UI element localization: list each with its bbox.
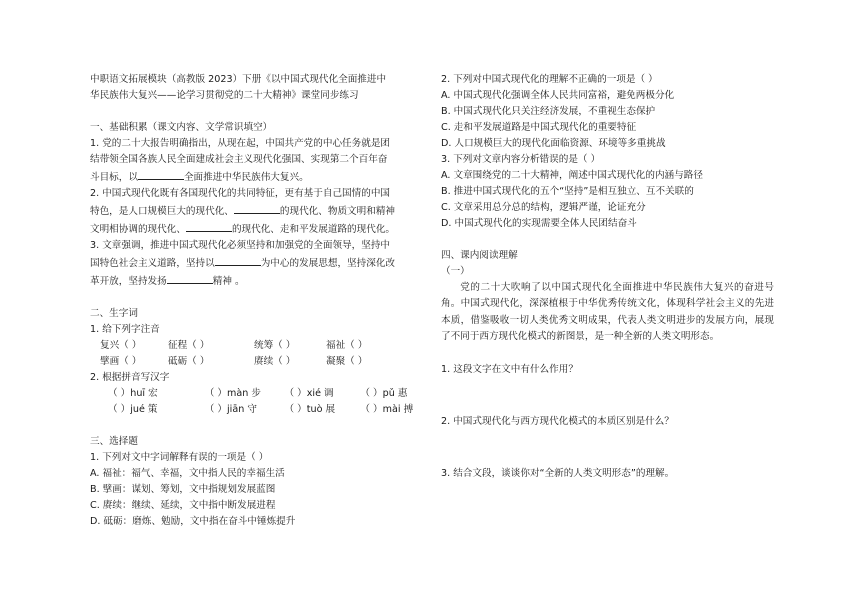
fill-blank[interactable]: [186, 220, 232, 232]
reading-passage: 党的二十大吹响了以中国式现代化全面推进中华民族伟大复兴的奋进号角。中国式现代化，深深植根于中华优秀传统文化，体现科学社会主义的先进本质，借鉴吸收一切人类优秀文明成果，代表人类文明进步的发展方向，展现了不同于西方现代化模式的新图景，是一种全新的人类文明形态。: [441, 282, 774, 343]
pinyin-item[interactable]: （ ）huī 宏: [108, 388, 158, 399]
phonetic-row-2: [90, 354, 423, 370]
choice-option-d[interactable]: D. 中国式现代化的实现需要全体人民团结奋斗: [441, 218, 637, 229]
choice-option-a[interactable]: A. 福祉：福气、幸福，文中指人民的幸福生活: [90, 468, 285, 479]
choice-option-c[interactable]: C. 文章采用总分总的结构，逻辑严谨，论证充分: [441, 202, 646, 213]
section4-heading: 四、课内阅读理解: [441, 250, 518, 261]
section1-heading: 一、基础积累（课文内容、文学常识填空）: [90, 122, 273, 133]
pinyin-item[interactable]: （ ）tuò 展: [284, 404, 336, 415]
phonetic-item[interactable]: 擘画（ ）: [100, 356, 142, 367]
phonetic-item[interactable]: 赓续（ ）: [254, 356, 296, 367]
s2-sub2: 2. 根据拼音写汉字: [90, 372, 170, 383]
s2-sub1: 1. 给下列字注音: [90, 324, 160, 335]
s1-q1-line1: 1. 党的二十大报告明确指出，从现在起，中国共产党的中心任务就是团: [90, 138, 391, 149]
answer-space[interactable]: [441, 378, 774, 414]
s1-q2-line3: 文明相协调的现代化、 的现代化、走和平发展道路的现代化。: [90, 220, 423, 238]
worksheet-title-line-2: 华民族伟大复兴——论学习贯彻党的二十大精神》课堂同步练习: [90, 90, 359, 101]
fill-blank[interactable]: [167, 272, 213, 284]
s1-q2-line1: 2. 中国式现代化既有各国现代化的共同特征，更有基于自己国情的中国: [90, 188, 391, 199]
s1-q3-line3: 革开放，坚持发扬 精神 。: [90, 272, 423, 290]
pinyin-item[interactable]: （ ）xié 调: [284, 388, 334, 399]
phonetic-item[interactable]: 福祉（ ）: [326, 340, 368, 351]
section3-heading: 三、选择题: [90, 436, 138, 447]
choice-option-c[interactable]: C. 走和平发展道路是中国式现代化的重要特征: [441, 122, 637, 133]
fill-blank[interactable]: [215, 254, 261, 266]
phonetic-item[interactable]: 征程（ ）: [168, 340, 210, 351]
s1-q2-line2: 特色，是人口规模巨大的现代化、 的现代化、物质文明和精神: [90, 202, 423, 220]
choice-option-a[interactable]: A. 中国式现代化强调全体人民共同富裕，避免两极分化: [441, 90, 675, 101]
left-column: [90, 72, 423, 530]
s1-q1-line3: 斗目标，以 全面推进中华民族伟大复兴。: [90, 168, 423, 186]
right-column: [441, 72, 774, 512]
pinyin-item[interactable]: （ ）jiān 守: [204, 404, 257, 415]
choice-option-b[interactable]: B. 中国式现代化只关注经济发展，不重视生态保护: [441, 106, 656, 117]
pinyin-item[interactable]: （ ）mài 搏: [360, 404, 414, 415]
s1-q3-line2: 国特色社会主义道路，坚持以 为中心的发展思想，坚持深化改: [90, 254, 423, 272]
pinyin-row-2: [90, 402, 423, 418]
s1-q1-line2: 结带领全国各族人民全面建成社会主义现代化强国、实现第二个百年奋: [90, 154, 388, 165]
choice-option-d[interactable]: D. 人口规模巨大的现代化面临资源、环境等多重挑战: [441, 138, 666, 149]
pinyin-item[interactable]: （ ）jué 策: [108, 404, 158, 415]
choice-option-a[interactable]: A. 文章围绕党的二十大精神，阐述中国式现代化的内涵与路径: [441, 170, 703, 181]
fill-blank[interactable]: [138, 168, 184, 180]
phonetic-item[interactable]: 复兴（ ）: [100, 340, 142, 351]
reading-question-3: 3. 结合文段，谈谈你对“全新的人类文明形态”的理解。: [441, 467, 675, 479]
pinyin-row-1: [90, 386, 423, 402]
choice-option-c[interactable]: C. 赓续：继续、延续，文中指中断发展进程: [90, 500, 276, 511]
reading-question-1: 1. 这段文字在文中有什么作用？: [441, 363, 578, 375]
pinyin-item[interactable]: （ ）pǔ 惠: [360, 388, 408, 399]
phonetic-item[interactable]: 凝聚（ ）: [326, 356, 368, 367]
phonetic-row-1: [90, 338, 423, 354]
s3-q1: 1. 下列对文中字词解释有误的一项是（ ）: [90, 452, 269, 463]
s3-q2: 2. 下列对中国式现代化的理解不正确的一项是（ ）: [441, 74, 658, 85]
pinyin-item[interactable]: （ ）màn 步: [204, 388, 261, 399]
choice-option-b[interactable]: B. 擘画：谋划、筹划，文中指规划发展蓝图: [90, 484, 276, 495]
reading-part-label: （一）: [441, 266, 470, 277]
answer-space[interactable]: [441, 482, 774, 512]
fill-blank[interactable]: [234, 202, 280, 214]
worksheet-title-line-1: 中职语文拓展模块（高教版 2023）下册《以中国式现代化全面推进中: [90, 74, 387, 85]
choice-option-d[interactable]: D. 砥砺：磨炼、勉励，文中指在奋斗中锤炼提升: [90, 516, 296, 527]
phonetic-item[interactable]: 统筹（ ）: [254, 340, 296, 351]
reading-question-2: 2. 中国式现代化与西方现代化模式的本质区别是什么？: [441, 415, 674, 427]
s3-q3: 3. 下列对文章内容分析错误的是（ ）: [441, 154, 601, 165]
section2-heading: 二、生字词: [90, 308, 138, 319]
s1-q3-line1: 3. 文章强调，推进中国式现代化必须坚持和加强党的全面领导，坚持中: [90, 240, 391, 251]
answer-space[interactable]: [441, 430, 774, 466]
choice-option-b[interactable]: B. 推进中国式现代化的五个“坚持”是相互独立、互不关联的: [441, 186, 694, 197]
phonetic-item[interactable]: 砥砺（ ）: [168, 356, 210, 367]
